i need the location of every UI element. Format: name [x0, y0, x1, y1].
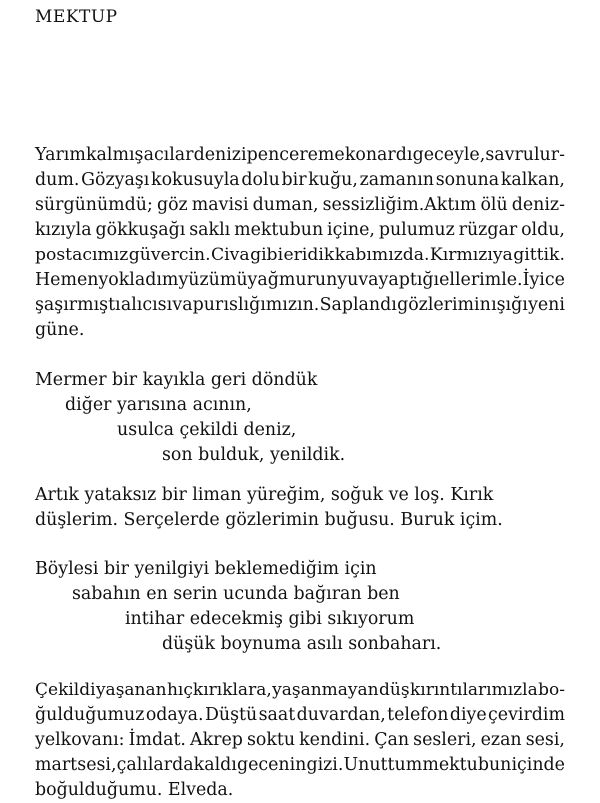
stanza-1-line: Mermer bir kayıkla geri döndük [35, 370, 318, 390]
stanza-1-line: son bulduk, yenildik. [162, 445, 346, 465]
paragraph-1-line: şaşırmıştı alıcısı vapur ıslığımızın. Saplandı gözlerimin ışığı yeni [35, 295, 565, 315]
stanza-2-line: sabahın en serin ucunda bağıran ben [72, 584, 400, 604]
paragraph-3-line: Çekildi yaşanan hıçkırıklara, yaşanmayan düş kırıntılarımızla bo- [35, 680, 565, 700]
paragraph-2 [35, 483, 565, 533]
paragraph-2-line: düşlerim. Serçelerde gözlerimin buğusu. Buruk içim. [35, 510, 503, 530]
stanza-2 [35, 557, 441, 657]
paragraph-1-line: kızıyla gökkuşağı saklı mektubun içine, pulumuz rüzgar oldu, [35, 220, 565, 240]
paragraph-3-line: ğulduğumuz odaya. Düştü saat duvardan, telefon diye çevirdim [35, 705, 565, 725]
paragraph-1-line: Hemen yokladım yüzümü yağmurun yuva yaptığı ellerimle. İyice [35, 270, 565, 290]
stanza-1-line: diğer yarısına acının, [65, 395, 252, 415]
stanza-2-line: Böylesi bir yenilgiyi beklemediğim için [35, 559, 377, 579]
paragraph-1-line: sürgünümdü; göz mavisi duman, sessizliğim.Aktım ölü deniz- [35, 195, 565, 215]
paragraph-3 [35, 678, 565, 803]
paragraph-1 [35, 143, 565, 343]
paragraph-1-line: Yarım kalmış acılar denizi pencereme konardı geceyle, savrulur- [35, 145, 565, 165]
stanza-2-line: intihar edecekmiş gibi sıkıyorum [125, 609, 415, 629]
paragraph-3-line: yelkovanı: İmdat. Akrep soktu kendini. Çan sesleri, ezan sesi, [35, 730, 565, 750]
paragraph-1-line: güne. [35, 320, 85, 340]
stanza-2-line: düşük boynuma asılı sonbaharı. [162, 634, 442, 654]
paragraph-3-line: mart sesi, çalılarda kaldı gecenin gizi. Unuttum mektubun içinde [35, 755, 565, 775]
paragraph-2-line: Artık yataksız bir liman yüreğim, soğuk ve loş. Kırık [35, 485, 494, 505]
paragraph-1-line: dum. Gözyaşı kokusuyla dolu bir kuğu, zamanın sonuna kalkan, [35, 170, 565, 190]
paragraph-1-line: postacımız güvercin. Civa gibi eridik kabımızda. Kırmızıya gittik. [35, 245, 565, 265]
stanza-1 [35, 368, 345, 468]
document-title: MEKTUP [35, 7, 118, 27]
stanza-1-line: usulca çekildi deniz, [117, 420, 297, 440]
paragraph-3-line: boğulduğumu. Elveda. [35, 780, 234, 800]
